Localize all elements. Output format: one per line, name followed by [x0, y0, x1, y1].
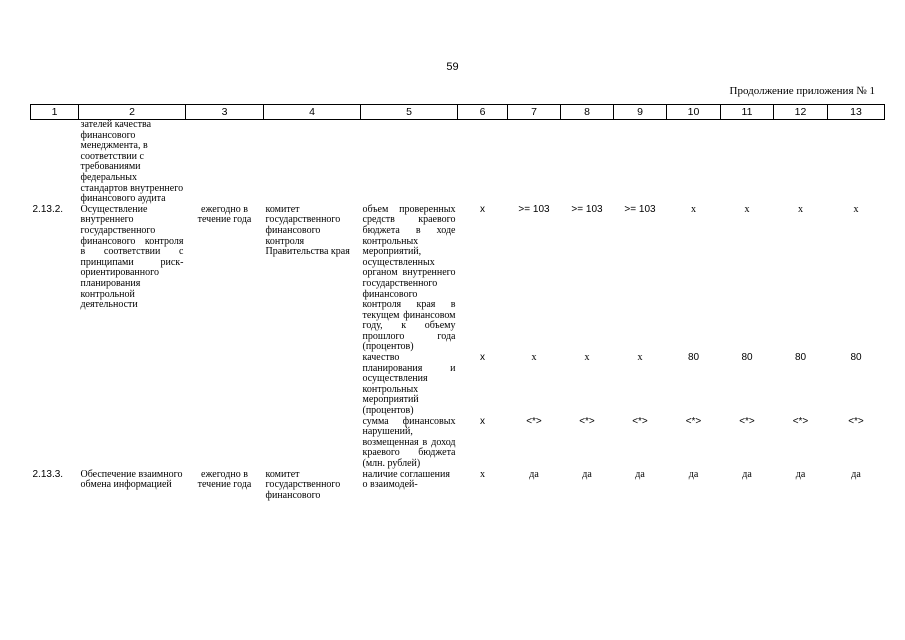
header-cell-5: 5 [361, 105, 458, 120]
indicator-value: да [688, 468, 699, 480]
header-cell-1: 1 [31, 105, 79, 120]
page-number: 59 [446, 61, 459, 73]
indicator-value: да [742, 468, 752, 480]
indicator-value: <*> [526, 415, 542, 427]
appendix-table [30, 104, 885, 501]
indicator-value: <*> [632, 415, 648, 427]
header-cell-13: 13 [828, 105, 885, 120]
carry-over-text: зателей качества финансового менеджмента, в соответствии с требованиями федеральных стандартов внутреннего финансового аудита [80, 119, 184, 205]
indicator-value: x [853, 203, 859, 215]
measure-name: Осуществление внутреннего государственного финансового контроля в соответствии с принципами риск-ориентированного планирования контрольной деятельности [80, 203, 184, 311]
row-number: 2.13.3. [32, 468, 64, 480]
indicator-value: x [584, 352, 590, 364]
indicator-value: да [851, 468, 861, 480]
indicator-value: <*> [792, 415, 809, 427]
indicator-value: >= 103 [624, 203, 656, 215]
table-row [31, 417, 885, 470]
indicator-value: x [480, 468, 485, 480]
indicator-value: <*> [579, 415, 595, 427]
indicator-text: качество планирования и осуществления контрольных мероприятий (процентов) [362, 352, 456, 417]
indicator-value: 80 [794, 352, 807, 364]
indicator-text: объем проверенных средств краевого бюджета в ходе контрольных мероприятий, осуществленных органом внутреннего государственного финансового контроля края в текущем финансовом году, к объему прошлого года (процентов) [362, 203, 456, 353]
continuation-note: Продолжение приложения № 1 [729, 85, 875, 97]
indicator-value: 80 [850, 352, 862, 364]
indicator-value: x [480, 415, 485, 427]
indicator-value: <*> [739, 415, 755, 427]
indicator-value: да [795, 468, 806, 480]
row-number: 2.13.2. [32, 203, 64, 215]
header-cell-3: 3 [186, 105, 264, 120]
header-cell-12: 12 [774, 105, 828, 120]
indicator-value: да [635, 468, 645, 480]
header-cell-9: 9 [614, 105, 667, 120]
header-row [31, 105, 885, 120]
indicator-value: да [529, 468, 539, 480]
measure-executor: комитет государственного финансового контроля Правительства края [265, 203, 350, 258]
indicator-value: 80 [687, 352, 700, 364]
indicator-text: сумма финансовых нарушений, возмещенная в доход краевого бюджета (млн. рублей) [362, 415, 456, 469]
indicator-value: >= 103 [518, 203, 550, 215]
measure-executor: комитет государственного финансового [265, 468, 341, 501]
measure-period: ежегодно в течение года [197, 468, 252, 491]
table-row [31, 353, 885, 417]
header-cell-4: 4 [264, 105, 361, 120]
carry-over-row [31, 120, 885, 205]
header-cell-6: 6 [458, 105, 508, 120]
indicator-value: 80 [741, 352, 753, 364]
indicator-value: x [744, 203, 750, 215]
header-cell-8: 8 [561, 105, 614, 120]
indicator-value: x [480, 352, 485, 364]
indicator-value: <*> [848, 415, 864, 427]
measure-period: ежегодно в течение года [197, 203, 252, 226]
header-cell-11: 11 [721, 105, 774, 120]
indicator-value: >= 103 [571, 203, 603, 215]
header-cell-2: 2 [79, 105, 186, 120]
indicator-value: x [480, 203, 485, 215]
indicator-value: x [531, 352, 537, 364]
indicator-value: x [798, 203, 803, 215]
indicator-value: да [582, 468, 592, 480]
header-cell-10: 10 [667, 105, 721, 120]
indicator-value: <*> [685, 415, 702, 427]
indicator-value: x [691, 203, 696, 215]
measure-name: Обеспечение взаимного обмена информацией [80, 468, 183, 491]
table-row [31, 205, 885, 353]
header-cell-7: 7 [508, 105, 561, 120]
indicator-text: наличие соглашения о взаимодей- [362, 468, 450, 491]
table-row [31, 470, 885, 502]
indicator-value: x [637, 352, 643, 364]
